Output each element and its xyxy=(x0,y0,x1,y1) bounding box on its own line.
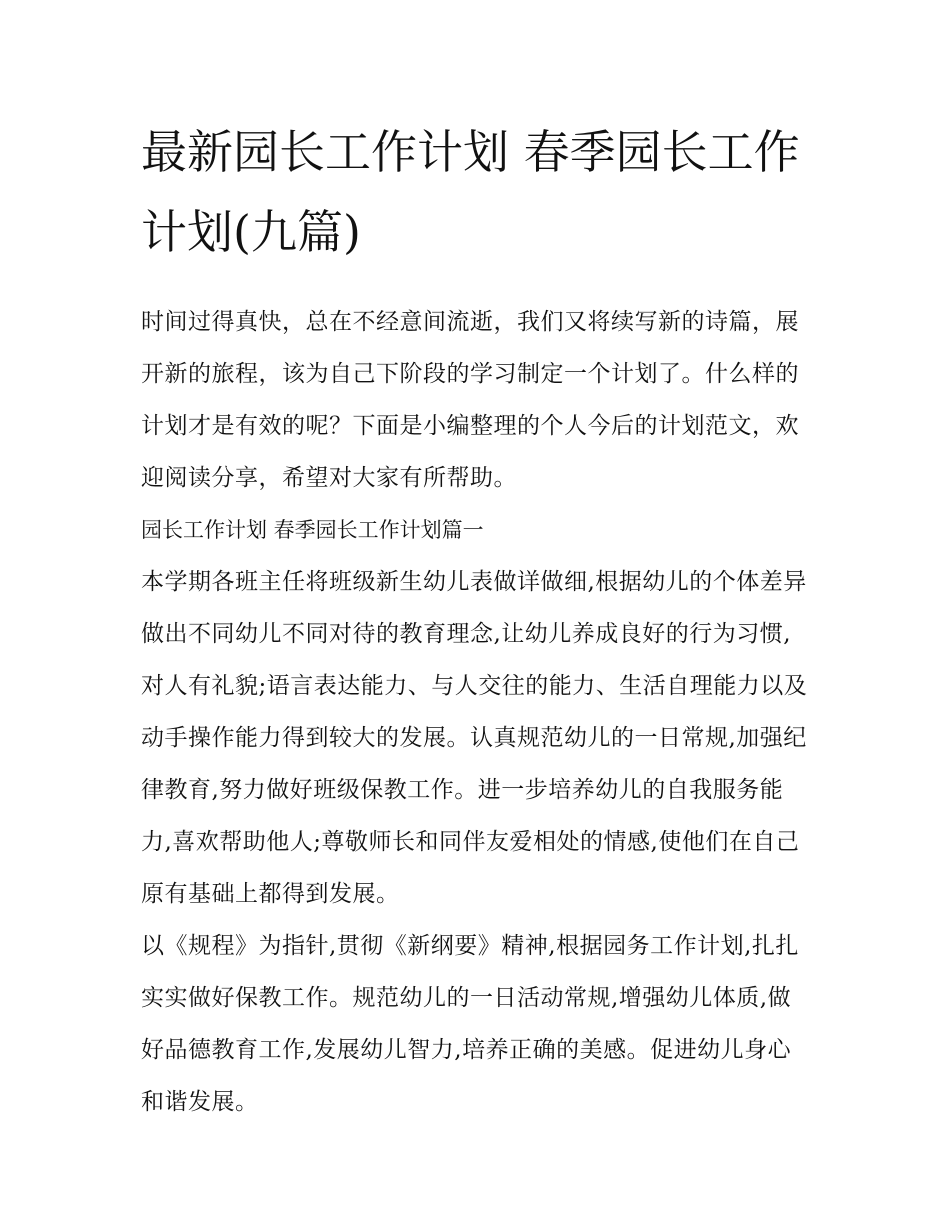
document-page xyxy=(141,112,813,1128)
section-heading: 园长工作计划 春季园长工作计划篇一 xyxy=(141,518,484,542)
document-title: 最新园长工作计划 春季园长工作计划(九篇) xyxy=(141,125,800,259)
body-paragraph-1: 本学期各班主任将班级新生幼儿表做详做细,根据幼儿的个体差异做出不同幼儿不同对待的教育理念,让幼儿养成良好的行为习惯,对人有礼貌;语言表达能力、与人交往的能力、生活自理能力以及动手操作能力得到较大的发展。认真规范幼儿的一日常规,加强纪律教育,努力做好班级保教工作。进一步培养幼儿的自我服务能力,喜欢帮助他人;尊敬师长和同伴友爱相处的情感,使他们在自己原有基础上都得到发展。 xyxy=(141,569,808,907)
body-paragraph-2: 以《规程》为指针,贯彻《新纲要》精神,根据园务工作计划,扎扎实实做好保教工作。规范幼儿的一日活动常规,增强幼儿体质,做好品德教育工作,发展幼儿智力,培养正确的美感。促进幼儿身心和谐发展。 xyxy=(141,933,799,1115)
intro-paragraph: 时间过得真快，总在不经意间流逝，我们又将续写新的诗篇，展开新的旅程，该为自己下阶段的学习制定一个计划了。什么样的计划才是有效的呢？下面是小编整理的个人今后的计划范文，欢迎阅读分享，希望对大家有所帮助。 xyxy=(141,309,799,491)
